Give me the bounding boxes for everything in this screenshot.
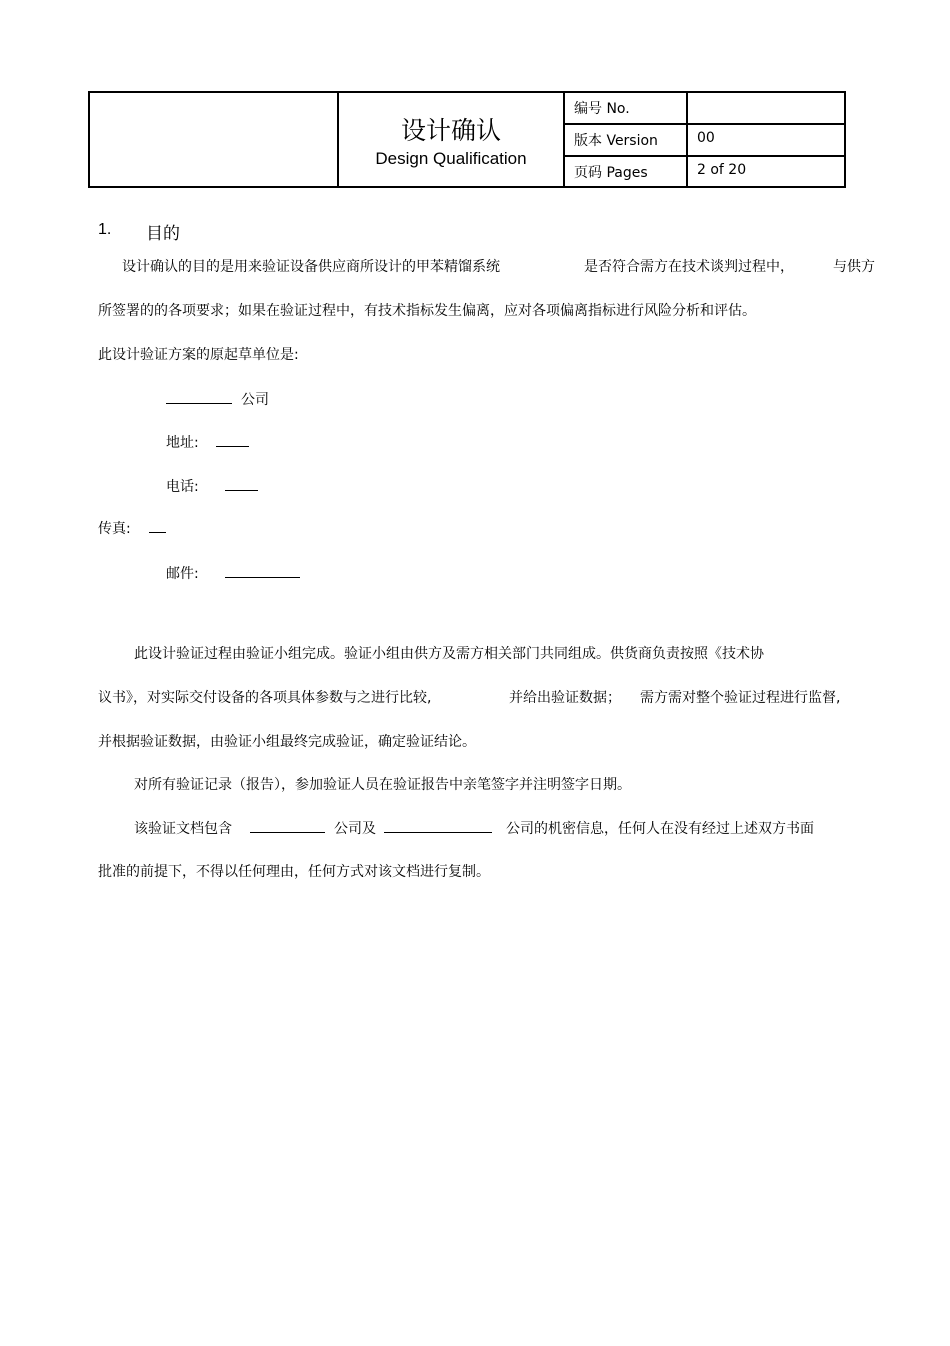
document-title-cn: 设计确认	[400, 116, 501, 145]
phone-label: 电话:	[166, 479, 199, 495]
paragraph-text: 该验证文档包含	[134, 821, 232, 837]
logo-area	[90, 93, 337, 186]
paragraph-text: 议书》，对实际交付设备的各项具体参数与之进行比较,	[98, 690, 432, 706]
header-row-divider	[565, 123, 844, 125]
paragraph-text: 与供方	[833, 259, 875, 275]
company-suffix: 公司	[241, 392, 269, 408]
confidential-party-blank	[384, 818, 492, 837]
email-blank	[225, 563, 300, 582]
paragraph-text: 是否符合需方在技术谈判过程中，	[584, 259, 794, 275]
doc-version-value: 00	[697, 130, 715, 146]
paragraph-text: 所签署的的各项要求；如果在验证过程中，有技术指标发生偏离，应对各项偏离指标进行风险分析和评估。	[98, 303, 756, 319]
doc-pages-label: 页码 Pages	[574, 165, 648, 181]
paragraph-text: 设计确认的目的是用来验证设备供应商所设计的甲苯精馏系统	[122, 259, 500, 275]
confidential-party-blank	[250, 818, 325, 837]
address-blank	[216, 432, 249, 451]
paragraph-text: 对所有验证记录（报告），参加验证人员在验证报告中亲笔签字并注明签字日期。	[134, 777, 631, 793]
header-row-divider	[565, 155, 844, 157]
header-divider	[686, 93, 688, 186]
company-blank	[166, 389, 232, 408]
doc-pages-value: 2 of 20	[697, 162, 747, 178]
paragraph-text: 此设计验证过程由验证小组完成。验证小组由供方及需方相关部门共同组成。供货商负责按照《技术协	[134, 646, 764, 662]
paragraph-text: 并根据验证数据，由验证小组最终完成验证，确定验证结论。	[98, 734, 476, 750]
section-number: 1.	[98, 221, 112, 238]
doc-version-label: 版本 Version	[574, 133, 658, 149]
paragraph-text: 公司的机密信息，任何人在没有经过上述双方书面	[506, 821, 814, 837]
address-label: 地址:	[166, 435, 199, 451]
paragraph-text: 需方需对整个验证过程进行监督,	[640, 690, 841, 706]
document-title-en: Design Qualification	[375, 149, 527, 168]
drafter-intro: 此设计验证方案的原起草单位是:	[98, 347, 299, 363]
fax-label: 传真:	[98, 521, 131, 537]
section-title: 目的	[146, 224, 180, 244]
email-label: 邮件:	[166, 566, 199, 582]
paragraph-text: 批准的前提下，不得以任何理由，任何方式对该文档进行复制。	[98, 864, 490, 880]
paragraph-text: 公司及	[334, 821, 376, 837]
header-divider	[563, 93, 565, 186]
doc-number-label: 编号 No.	[574, 101, 630, 117]
phone-blank	[225, 476, 258, 495]
paragraph-text: 并给出验证数据；	[509, 690, 621, 706]
document-header-table	[88, 91, 846, 188]
fax-blank	[149, 518, 166, 537]
